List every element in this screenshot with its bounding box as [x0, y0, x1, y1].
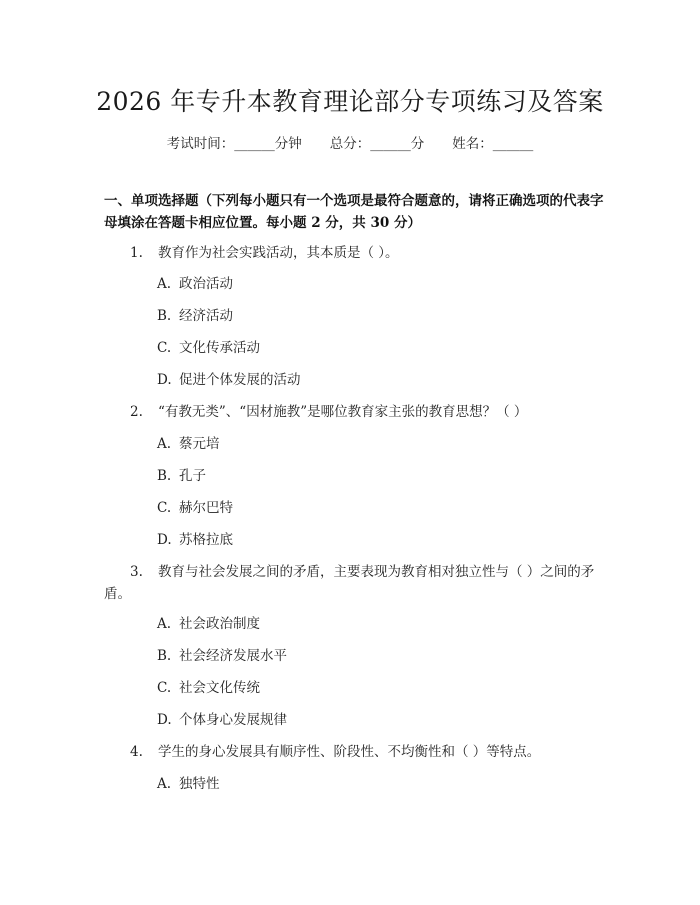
- option-letter: A.: [157, 436, 172, 452]
- question-1: [104, 242, 604, 264]
- option-text: 苏格拉底: [179, 532, 233, 548]
- option-letter: A.: [157, 776, 172, 792]
- section-heading: 一、单项选择题（下列每小题只有一个选项是最符合题意的，请将正确选项的代表字母填涂在答题卡相应位置。每小题 2 分，共 30 分）: [104, 193, 604, 231]
- option-text: 社会文化传统: [179, 680, 260, 696]
- question-text: “有教无类”、“因材施教”是哪位教育家主张的教育思想？（ ）: [158, 404, 528, 420]
- option: [157, 273, 233, 295]
- option-letter: B.: [157, 468, 172, 484]
- option: [157, 645, 287, 667]
- option-letter: D.: [157, 532, 172, 548]
- option-letter: A.: [157, 616, 172, 632]
- option: [157, 465, 206, 487]
- exam-time-field: 考试时间：______分钟: [166, 136, 302, 152]
- question-4: [104, 741, 604, 763]
- option-letter: D.: [157, 372, 172, 388]
- student-name-field: 姓名：______: [452, 136, 534, 152]
- page-title: 2026 年专升本教育理论部分专项练习及答案: [96, 87, 604, 116]
- option-text: 文化传承活动: [179, 340, 260, 356]
- question-text: 教育作为社会实践活动，其本质是（ ）。: [158, 245, 399, 261]
- option-text: 孔子: [179, 468, 206, 484]
- question-text: 学生的身心发展具有顺序性、阶段性、不均衡性和（ ）等特点。: [158, 744, 541, 760]
- option: [157, 497, 233, 519]
- option-text: 蔡元培: [179, 436, 220, 452]
- option: [157, 529, 233, 551]
- option-text: 个体身心发展规律: [179, 712, 287, 728]
- option-letter: C.: [157, 500, 172, 516]
- option-text: 政治活动: [179, 276, 233, 292]
- exam-meta: [0, 132, 700, 152]
- option: [157, 613, 260, 635]
- option: [157, 677, 260, 699]
- option-text: 独特性: [179, 776, 220, 792]
- question-2: [104, 401, 604, 423]
- option-letter: A.: [157, 276, 172, 292]
- question-number: 4.: [130, 744, 143, 760]
- option-text: 促进个体发展的活动: [179, 372, 301, 388]
- option-text: 社会经济发展水平: [179, 648, 287, 664]
- question-text: 教育与社会发展之间的矛盾，主要表现为教育相对独立性与（ ）之间的矛盾。: [104, 564, 595, 602]
- option-letter: C.: [157, 340, 172, 356]
- question-number: 3.: [130, 564, 143, 580]
- option-text: 赫尔巴特: [179, 500, 233, 516]
- question-number: 2.: [130, 404, 143, 420]
- option-letter: C.: [157, 680, 172, 696]
- option-letter: D.: [157, 712, 172, 728]
- total-score-field: 总分：______分: [329, 136, 425, 152]
- option-text: 社会政治制度: [179, 616, 260, 632]
- option: [157, 433, 220, 455]
- question-number: 1.: [130, 245, 143, 261]
- option-letter: B.: [157, 648, 172, 664]
- option: [157, 773, 220, 795]
- option: [157, 369, 301, 391]
- option: [157, 709, 287, 731]
- option-letter: B.: [157, 308, 172, 324]
- option: [157, 305, 233, 327]
- option: [157, 337, 260, 359]
- question-3: [104, 561, 604, 605]
- option-text: 经济活动: [179, 308, 233, 324]
